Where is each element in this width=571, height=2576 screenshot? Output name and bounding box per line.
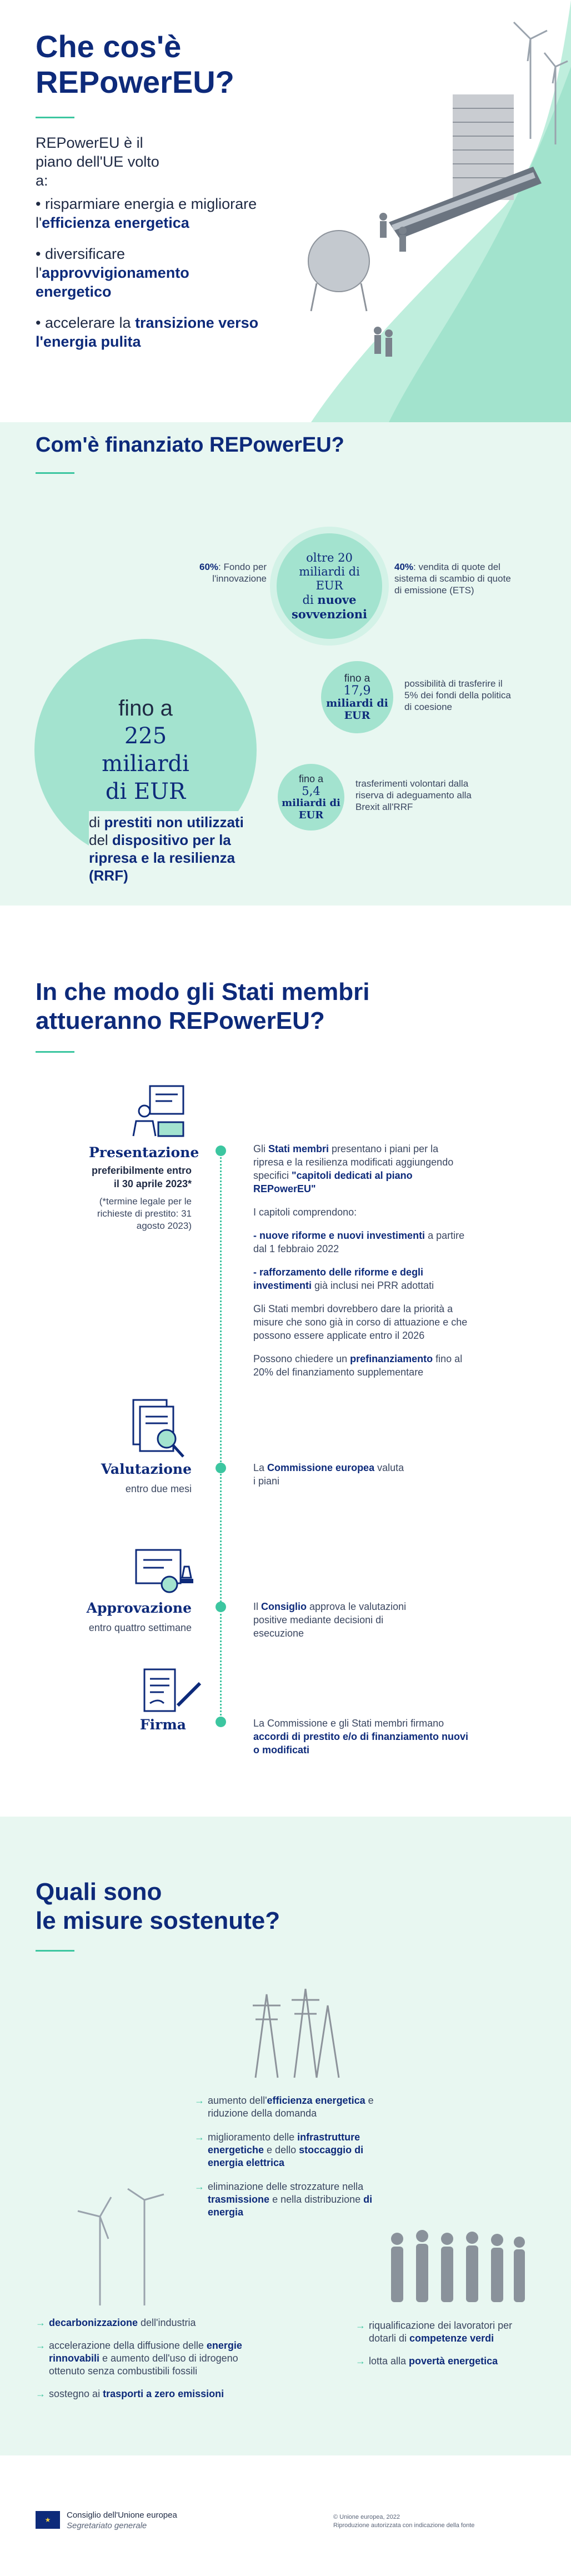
funding-title: Com'è finanziato REPowerEU? [36,433,344,457]
eu-flag-logo: ★ [36,2511,60,2529]
measures-people-list [355,2319,539,2368]
workers-illustration [383,2222,528,2311]
signature-icon [139,1667,206,1717]
loans-circle: fino a 225 miliardi di EUR [34,639,257,861]
timeline-dot [216,1602,226,1612]
footer-org: Consiglio dell'Unione europea Segretariato generale [67,2510,177,2530]
page-title [36,29,234,100]
cohesion-note: possibilità di trasferire il 5% dei fondi della politica di coesione [404,678,511,712]
measure-item: → decarbonizzazione dell'industria [36,2317,196,2328]
measures-section [0,1817,571,2455]
approval-details: Il Consiglio approva le valutazioni positive mediante decisioni di esecuzione [253,1601,407,1639]
step-approval-title: Approvazione [86,1600,192,1616]
title-line-2: REPowerEU? [36,64,234,99]
step-presentation-title: Presentazione [89,1144,199,1161]
bullet-item: • risparmiare energia e migliorare l'efficienza energetica [36,196,257,231]
loans-caption: di prestiti non utilizzati del dispositivo per la ripresa e la resilienza (RRF) [89,811,256,887]
measures-left-list [36,2317,247,2400]
implementation-section [0,906,571,1817]
power-pylons-illustration [233,1972,344,2083]
approval-icon [133,1544,194,1597]
bullet-item: • accelerare la transizione verso l'energia pulita [36,314,259,350]
implementation-title: In che modo gli Stati membri attueranno REPowerEU? [36,978,370,1034]
step-evaluation-deadline: entro due mesi [125,1483,192,1494]
measures-right-list [194,2094,394,2219]
presentation-details: Gli Stati membri presentano i piani per la ripresa e la resilienza modificati aggiungendo specifici "capitoli dedicati al piano REPowerEU" I capitoli comprendono: - nuove riforme e nuovi investimenti a partire dal 1 febbraio 2022 - rafforzamento delle riforme e degli investimenti già inclusi nei PRR adottati Gli Stati membri dovrebbero dare la priorità a misure che sono già in corso di attuazione e che possono essere applicate entro il 2026 Possono chiedere un prefinanziamento fino al 20% del finanziamento supplementare [253,1143,468,1378]
measure-item: → eliminazione delle strozzature nella trasmissione e nella distribuzione di energia [194,2181,373,2218]
intro-section [0,0,571,422]
timeline-dot [216,1146,226,1156]
funding-divider [36,472,74,474]
wind-turbines-illustration [67,2183,178,2311]
timeline-dot [216,1463,226,1473]
timeline-dot [216,1717,226,1727]
step-signature-title: Firma [139,1717,186,1733]
measures-divider [36,1950,74,1952]
ets-note: 40%: vendita di quote del sistema di scambio di quote di emissione (ETS) [394,562,511,596]
timeline-line [220,1150,222,1722]
title-divider [36,117,74,118]
measure-item: → sostegno ai trasporti a zero emissioni [36,2388,224,2399]
brexit-reserve-note: trasferimenti volontari dalla riserva di adeguamento alla Brexit all'RRF [355,778,472,812]
measure-item: → aumento dell'efficienza energetica e riduzione della domanda [194,2095,374,2119]
evaluation-icon [128,1394,189,1461]
measure-item: → lotta alla povertà energetica [355,2355,498,2367]
bullet-item: • diversificare l'approvvigionamento energetico [36,246,189,300]
signature-details: La Commissione e gli Stati membri firmano accordi di prestito e/o di finanziamento nuovi o modificati [253,1718,469,1755]
step-presentation-deadline: preferibilmente entro il 30 aprile 2023* [91,1165,192,1189]
grant-circle: oltre 20 miliardi di EUR di nuove sovvenzioni [277,533,382,639]
intro-text: REPowerEU è il piano dell'UE volto a: [36,134,159,189]
step-presentation-note: (*termine legale per le richieste di prestito: 31 agosto 2023) [97,1196,192,1231]
title-line-1: Che cos'è [36,29,182,64]
footer-copyright: © Unione europea, 2022 Riproduzione autorizzata con indicazione della fonte [333,2514,475,2529]
presentation-icon [128,1083,189,1139]
brexit-reserve-circle: fino a 5,4 miliardi di EUR [278,764,344,831]
step-approval-deadline: entro quattro settimane [88,1622,192,1633]
cohesion-circle: fino a 17,9 miliardi di EUR [321,661,393,733]
measure-item: → riqualificazione dei lavoratori per dotarli di competenze verdi [355,2320,513,2344]
funding-section [0,422,571,906]
implementation-divider [36,1051,74,1053]
step-evaluation-title: Valutazione [101,1461,192,1477]
measure-item: → miglioramento delle infrastrutture energetiche e dello stoccaggio di energia elettrica [194,2132,364,2168]
measure-item: → accelerazione della diffusione delle energie rinnovabili e aumento dell'uso di idrogeno ottenuto senza combustibili fossili [36,2340,242,2377]
evaluation-details: La Commissione europea valuta i piani [253,1462,404,1487]
footer [0,2455,571,2576]
measures-title: Quali sono le misure sostenute? [36,1878,281,1934]
intro-bullet-list [36,194,269,351]
innovation-fund-note: 60%: Fondo per l'innovazione [199,562,267,584]
